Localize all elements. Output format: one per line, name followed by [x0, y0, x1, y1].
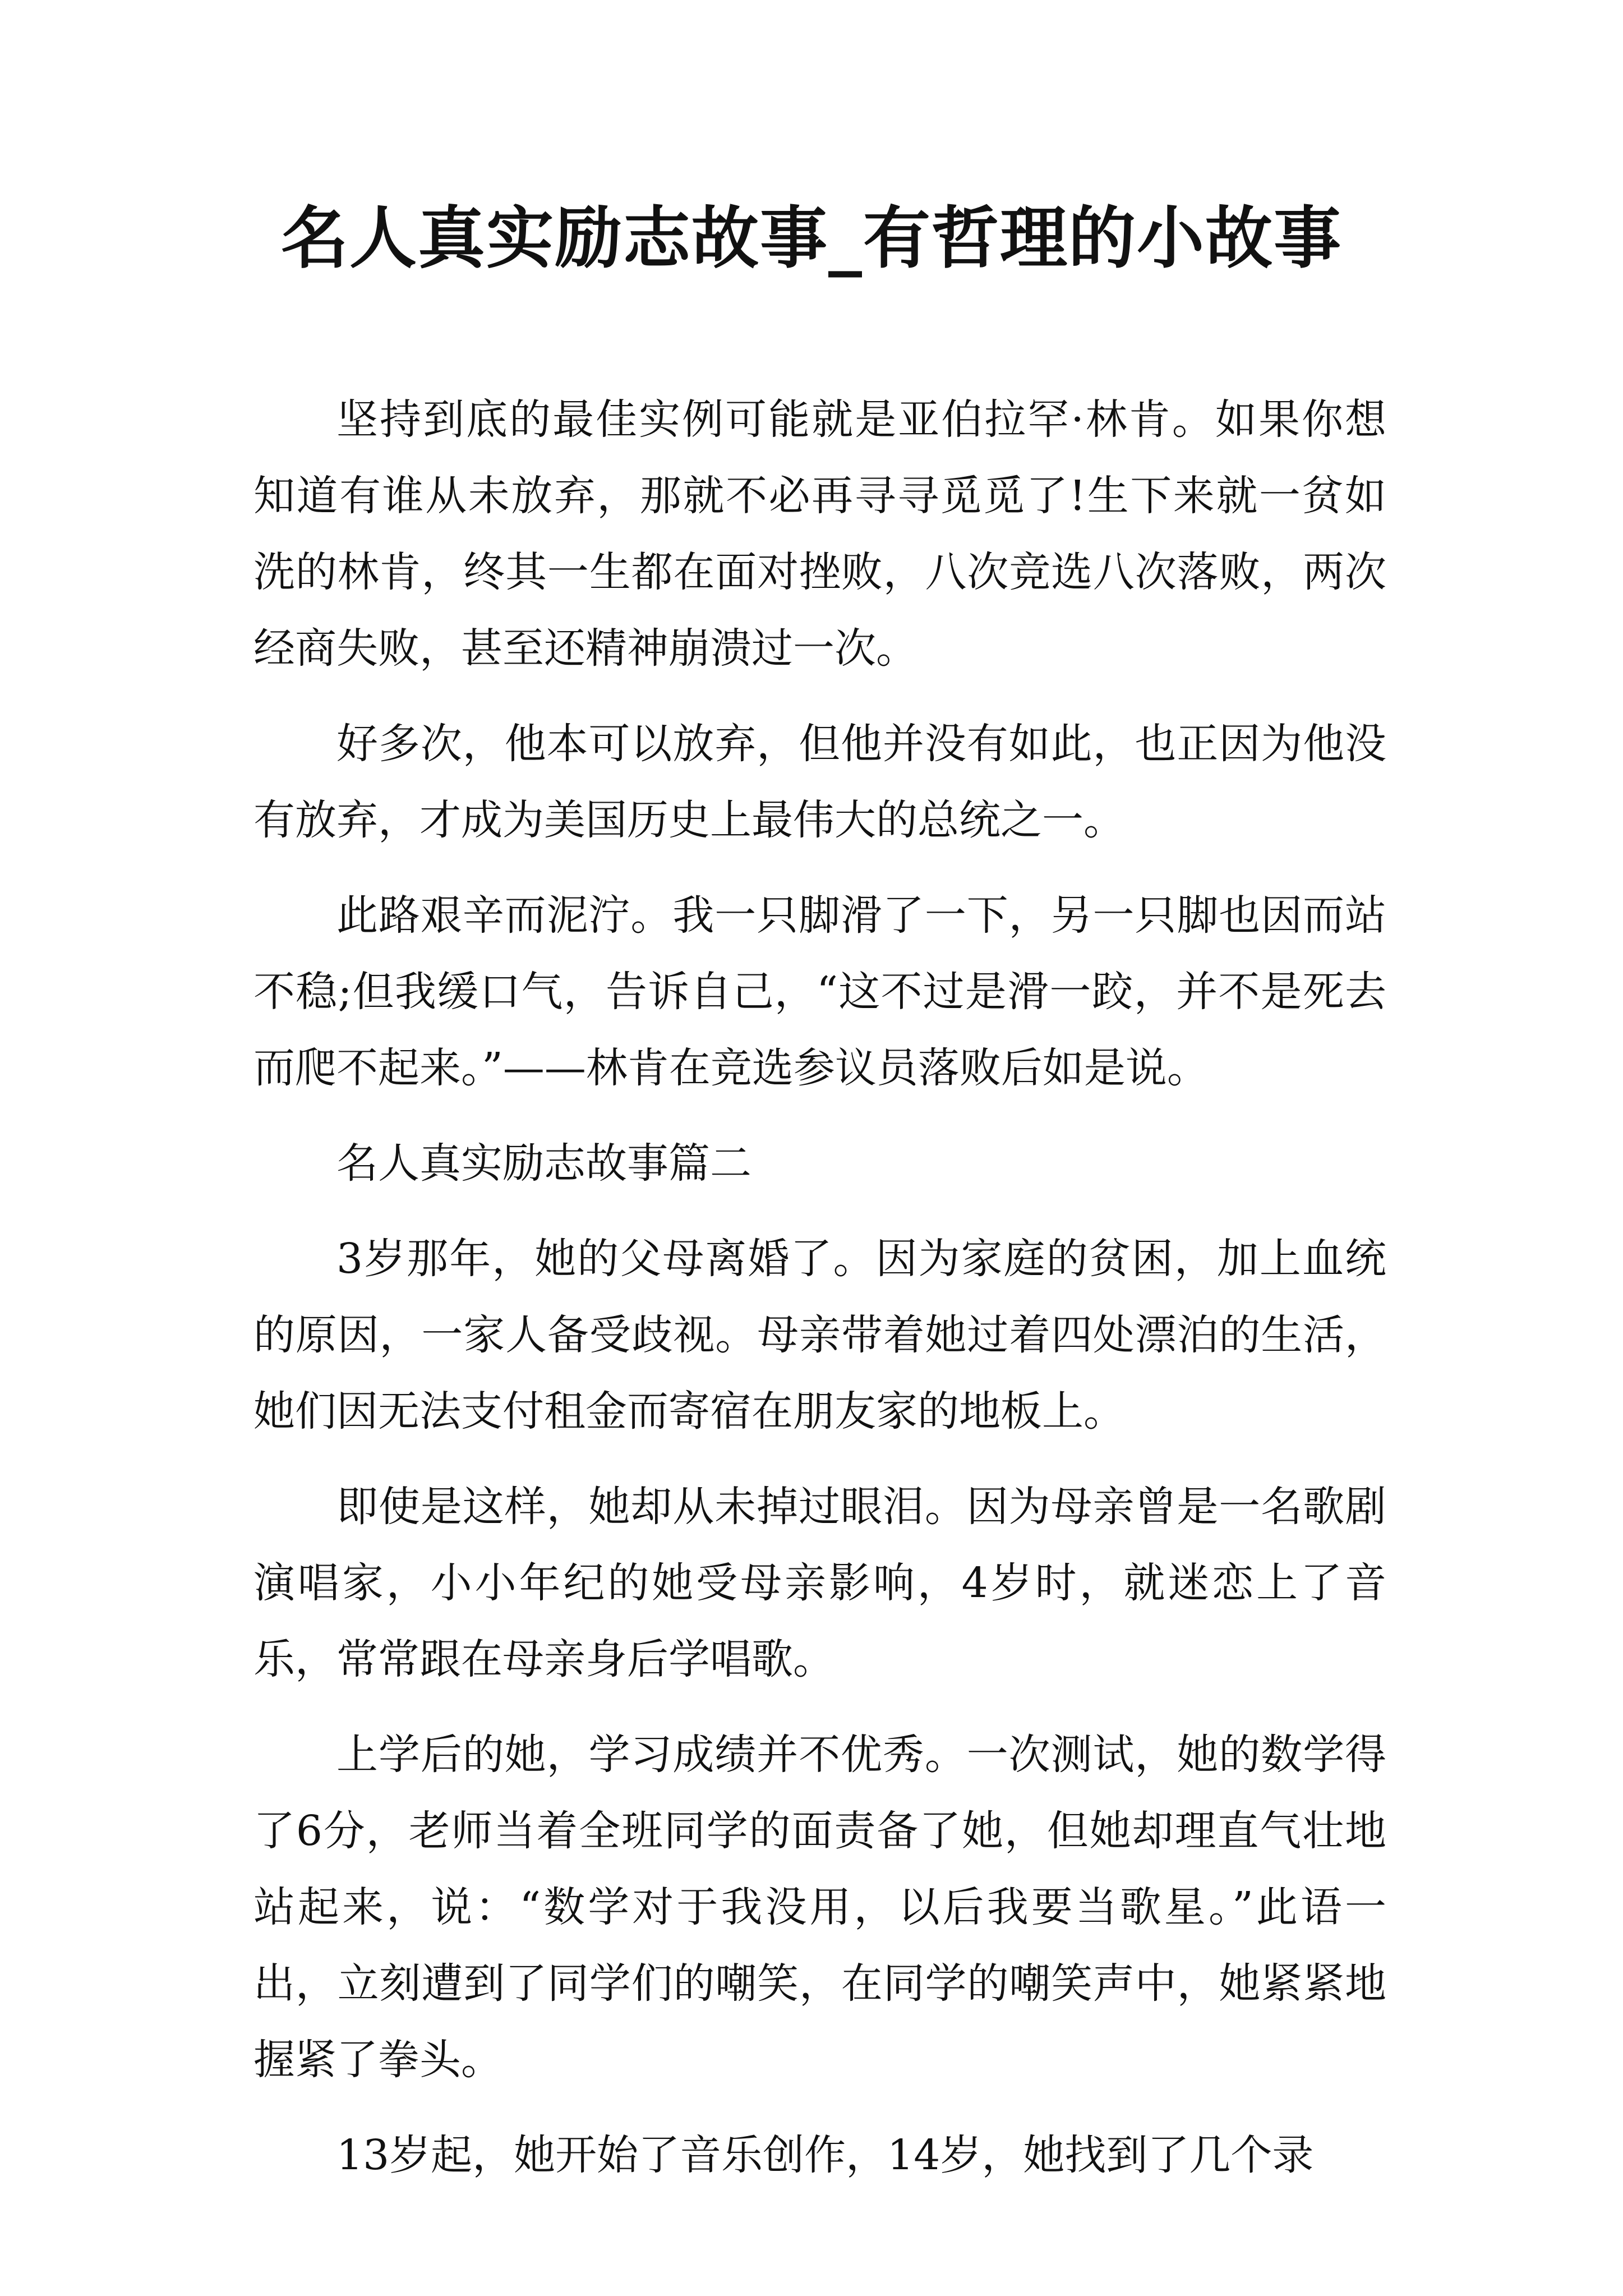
paragraph: 好多次，他本可以放弃，但他并没有如此，也正因为他没有放弃，才成为美国历史上最伟大的总统之一。: [253, 720, 1386, 844]
paragraph: 上学后的她，学习成绩并不优秀。一次测试，她的数学得了6分，老师当着全班同学的面责备了她，但她却理直气壮地站起来，说：“数学对于我没用，以后我要当歌星。”此语一出，立刻遭到了同学们的嘲笑，在同学的嘲笑声中，她紧紧地握紧了拳头。: [253, 1731, 1386, 2084]
paragraph: 13岁起，她开始了音乐创作，14岁，她找到了几个录: [336, 2131, 1314, 2179]
paragraph: 即使是这样，她却从未掉过眼泪。因为母亲曾是一名歌剧演唱家，小小年纪的她受母亲影响，4岁时，就迷恋上了音乐，常常跟在母亲身后学唱歌。: [253, 1483, 1386, 1683]
paragraph: 此路艰辛而泥泞。我一只脚滑了一下，另一只脚也因而站不稳;但我缓口气，告诉自己，“这不过是滑一跤，并不是死去而爬不起来。”——林肯在竞选参议员落败后如是说。: [253, 891, 1386, 1092]
paragraph: 坚持到底的最佳实例可能就是亚伯拉罕·林肯。如果你想知道有谁从未放弃，那就不必再寻寻觅觅了!生下来就一贫如洗的林肯，终其一生都在面对挫败，八次竞选八次落败，两次经商失败，甚至还精神崩溃过一次。: [253, 395, 1386, 673]
document-body: [253, 381, 1386, 2212]
document-title: 名人真实励志故事_有哲理的小故事: [281, 199, 1342, 278]
paragraph: 3岁那年，她的父母离婚了。因为家庭的贫困，加上血统的原因，一家人备受歧视。母亲带着她过着四处漂泊的生活，她们因无法支付租金而寄宿在朋友家的地板上。: [253, 1235, 1386, 1435]
section-heading: 名人真实励志故事篇二: [336, 1139, 751, 1188]
